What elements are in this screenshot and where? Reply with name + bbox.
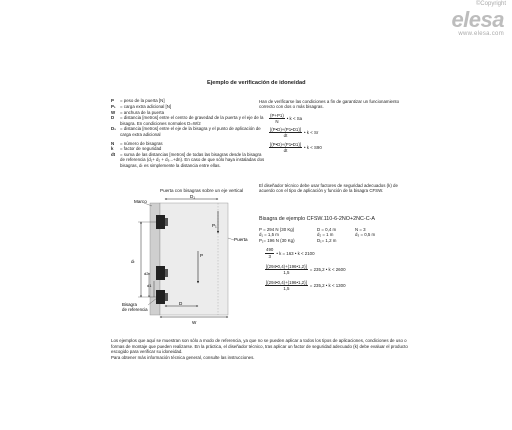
legend-description: = número de bisagras [120, 140, 163, 146]
label-w-dim: W [192, 320, 197, 325]
legend-symbol: dt [111, 152, 116, 158]
legend-symbol: W [111, 109, 116, 115]
hinge-param: D₁= 1,2 m [317, 237, 337, 243]
legend-description: = factor de seguridad [120, 146, 162, 152]
legend-description: = carga extra adicional [N] [120, 103, 172, 109]
label-d2: d2 [144, 271, 149, 276]
label-marco: Marco [134, 199, 147, 204]
legend-row [111, 110, 266, 115]
door-hinge-diagram [108, 193, 258, 328]
elesa-logo[interactable]: elesa [451, 7, 504, 32]
equation-radial: $\frac{[(P•D)+(P1•D1)]}{dt}$ • k < Sr [270, 127, 319, 139]
hinge-param: d₂ = 1 m [317, 232, 334, 238]
legend-row [111, 126, 266, 137]
legend-row [111, 146, 266, 151]
hinge-param: N = 3 [355, 226, 366, 232]
hinge-params [259, 227, 409, 244]
legend-description: = distancia [metros] entre el eje de la bisagra y el punto de aplicación de carga extra adicional [120, 126, 261, 137]
page-title: Ejemplo de verificación de idoneidad [207, 80, 306, 86]
disclaimer-text: Los ejemplos que aquí se muestran son sólo a modo de referencia, ya que no se pueden aplicar a todos los tipos de aplicaciones, condiciones de uso o formas de montaje que pueden realizarse. En la práctica, el diseñador técnico, tras aplicar un factor de seguridad adecuado (k) debe evaluar el producto escogido para verificar su idoneidad. Para obtener más información técnica general, consulte las instrucciones. [111, 338, 408, 360]
label-p: P [200, 253, 204, 258]
legend-row [111, 141, 266, 146]
label-d1-dim: D₁ [190, 194, 195, 199]
label-puerta: Puerta [234, 237, 248, 242]
safety-factor-note: El diseñador técnico debe usar factores de seguridad adecuados (k) de acuerdo con el tipo de aplicación y función de la bisagra CFSW. [259, 183, 398, 194]
hinge-example [259, 217, 409, 292]
hinge-param: P₁= 196 N (30 Kg) [259, 237, 295, 243]
legend-symbol: P [111, 98, 114, 103]
legend-symbol: N [111, 140, 115, 146]
diagram-caption: Puerta con bisagras sobre un eje vertical [160, 188, 244, 193]
website-url[interactable]: www.elesa.com [458, 31, 504, 37]
equation-axial: $\frac{(P+P1)}{N}$ • k < Sa [270, 112, 303, 124]
equation-90: $\frac{[(P•D)+(P1•D1)]}{dt}$ • k < S90 [270, 141, 322, 154]
conditions-block [259, 99, 409, 153]
legend-description: = anchura de la puerta [120, 109, 165, 115]
hinge-param [355, 238, 395, 244]
legend-row [111, 98, 266, 103]
copyright-text: ©Copyright [475, 1, 506, 7]
legend-symbol: P₁ [111, 103, 116, 109]
label-bisagra-referencia: Bisagra de referencia [122, 302, 148, 312]
legend-row [111, 152, 266, 168]
hinge-param: d₃ = 0,5 m [355, 232, 376, 238]
legend-description: = suma de las distancias [metros] de todas las bisagras desde la bisagra de referencia (d₁+ d₂ + d₃...+dn). En caso de que sólo haya instaladas dos bisagras, dₜ es simplemente la distancia entre ellas. [120, 152, 265, 168]
conditions-intro: Han de verificarse las condiciones a fin de garantizar un funcionamiento correcto con dos o más bisagras. [259, 99, 400, 110]
label-p1: P₁ [212, 223, 217, 228]
legend-symbol: k [111, 146, 114, 152]
legend-symbol: D [111, 115, 115, 121]
legend-symbol: D₁ [111, 126, 116, 132]
hinge-heading: Bisagra de ejemplo CFSW.110-6-2NO+2NC-C-A [259, 216, 375, 222]
calc-1: $\frac{490}{3}$ • k = 163 • k < 2100 [266, 247, 315, 259]
legend-description: = distancia [metros] entre el centro de gravedad de la puerta y el eje de la bisagra. En condiciones normales D=W/2 [120, 115, 264, 126]
calc-2: $\frac{[(294•0,4)+(196•1,2)]}{1,5}$ = 235,2 • k < 2600 [266, 263, 346, 276]
legend-row [111, 115, 266, 126]
hinge-param: D = 0,4 m [317, 226, 337, 232]
calc-3: $\frac{[(294•0,4)+(196•1,2)]}{1,5}$ = 235,2 • k < 1300 [266, 279, 346, 292]
hinge-param: d₁ = 1,5 m [259, 232, 279, 238]
label-dt: dₜ [131, 259, 135, 264]
legend-description: = peso de la puerta [N] [120, 98, 165, 103]
hinge-param: P = 294 N (30 Kg) [259, 226, 295, 232]
label-d-dim: D [179, 301, 183, 306]
symbol-legend [111, 98, 266, 169]
label-d1: d1 [147, 283, 152, 288]
legend-row [111, 104, 266, 109]
